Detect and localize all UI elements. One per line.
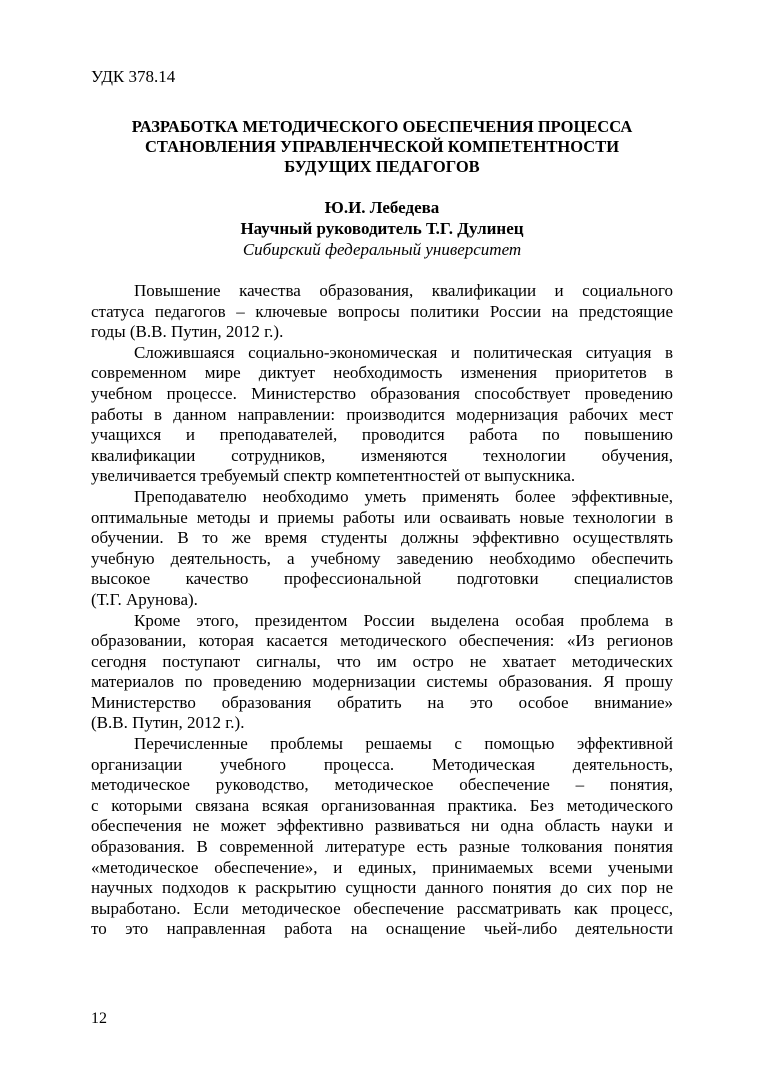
body-line: современном мире диктует необходимость изменения приоритетов в [91,363,673,383]
supervisor-name: Научный руководитель Т.Г. Дулинец [240,219,524,238]
body-line: обучении. В то же время студенты должны эффективно осуществлять [91,528,673,548]
body-line: с которыми связана всякая организованная практика. Без методического [91,795,673,815]
body-line: Перечисленные проблемы решаемы с помощью эффективной [134,734,673,754]
body-line: выработано. Если методическое обеспечение рассматривать как процесс, [91,898,673,918]
body-line: научных подходов к раскрытию сущности данного понятия до сих пор не [91,878,673,898]
article-title-line: СТАНОВЛЕНИЯ УПРАВЛЕНЧЕСКОЙ КОМПЕТЕНТНОСТИ [144,137,620,156]
body-line: статуса педагогов – ключевые вопросы политики России на предстоящие [91,301,673,321]
body-line: образования. В современной литературе есть разные толкования понятия [91,837,673,857]
body-line: увеличивается требуемый спектр компетентностей от выпускника. [91,466,576,486]
body-line: учебную деятельность, а учебному заведению необходимо обеспечить [91,548,673,568]
body-line: Кроме этого, президентом России выделена особая проблема в [134,610,673,630]
page-number: 12 [91,1010,107,1027]
author-block [91,197,673,260]
affiliation: Сибирский федеральный университет [242,240,522,259]
article-title-line: БУДУЩИХ ПЕДАГОГОВ [284,157,480,176]
body-line: (Т.Г. Арунова). [91,589,198,609]
body-line: Повышение качества образования, квалификации и социального [134,281,673,300]
article-title-line: РАЗРАБОТКА МЕТОДИЧЕСКОГО ОБЕСПЕЧЕНИЯ ПРОЦЕССА [131,117,633,136]
body-line: (В.В. Путин, 2012 г.). [91,713,245,733]
body-line: обеспечения не может эффективно развиваться ни одна область науки и [91,816,673,836]
body-line: оптимальные методы и приемы работы или осваивать новые технологии в [91,507,673,527]
body-line: организации учебного процесса. Методическая деятельность, [91,754,673,774]
body-line: образовании, которая касается методического обеспечения: «Из регионов [91,631,673,651]
body-line: то это направленная работа на оснащение чьей-либо деятельности [91,919,673,939]
body-line: квалификации сотрудников, изменяются технологии обучения, [91,445,673,465]
body-line: высокое качество профессиональной подготовки специалистов [91,569,673,589]
body-line: материалов по проведению модернизации системы образования. Я прошу [91,672,673,692]
author-name: Ю.И. Лебедева [324,198,440,217]
body-line: Сложившаяся социально-экономическая и политическая ситуация в [134,342,673,362]
body-line: годы (В.В. Путин, 2012 г.). [91,322,284,342]
article-title [91,117,673,177]
body-line: Преподавателю необходимо уметь применять более эффективные, [134,486,673,506]
body-line: работы в данном направлении: производится модернизация рабочих мест [91,404,673,424]
body-line: Министерство образования обратить на это особое внимание» [91,692,673,712]
body-line: учащихся и преподавателей, проводится работа по повышению [91,425,673,445]
article-body [91,281,673,940]
body-line: «методическое обеспечение», и единых, принимаемых всеми учеными [91,857,673,877]
body-line: сегодня поступают сигналы, что им остро не хватает методических [91,651,673,671]
body-line: учебном процессе. Министерство образования способствует проведению [91,383,673,403]
udk-code: УДК 378.14 [91,67,176,86]
body-line: методическое руководство, методическое обеспечение – понятия, [91,775,673,795]
